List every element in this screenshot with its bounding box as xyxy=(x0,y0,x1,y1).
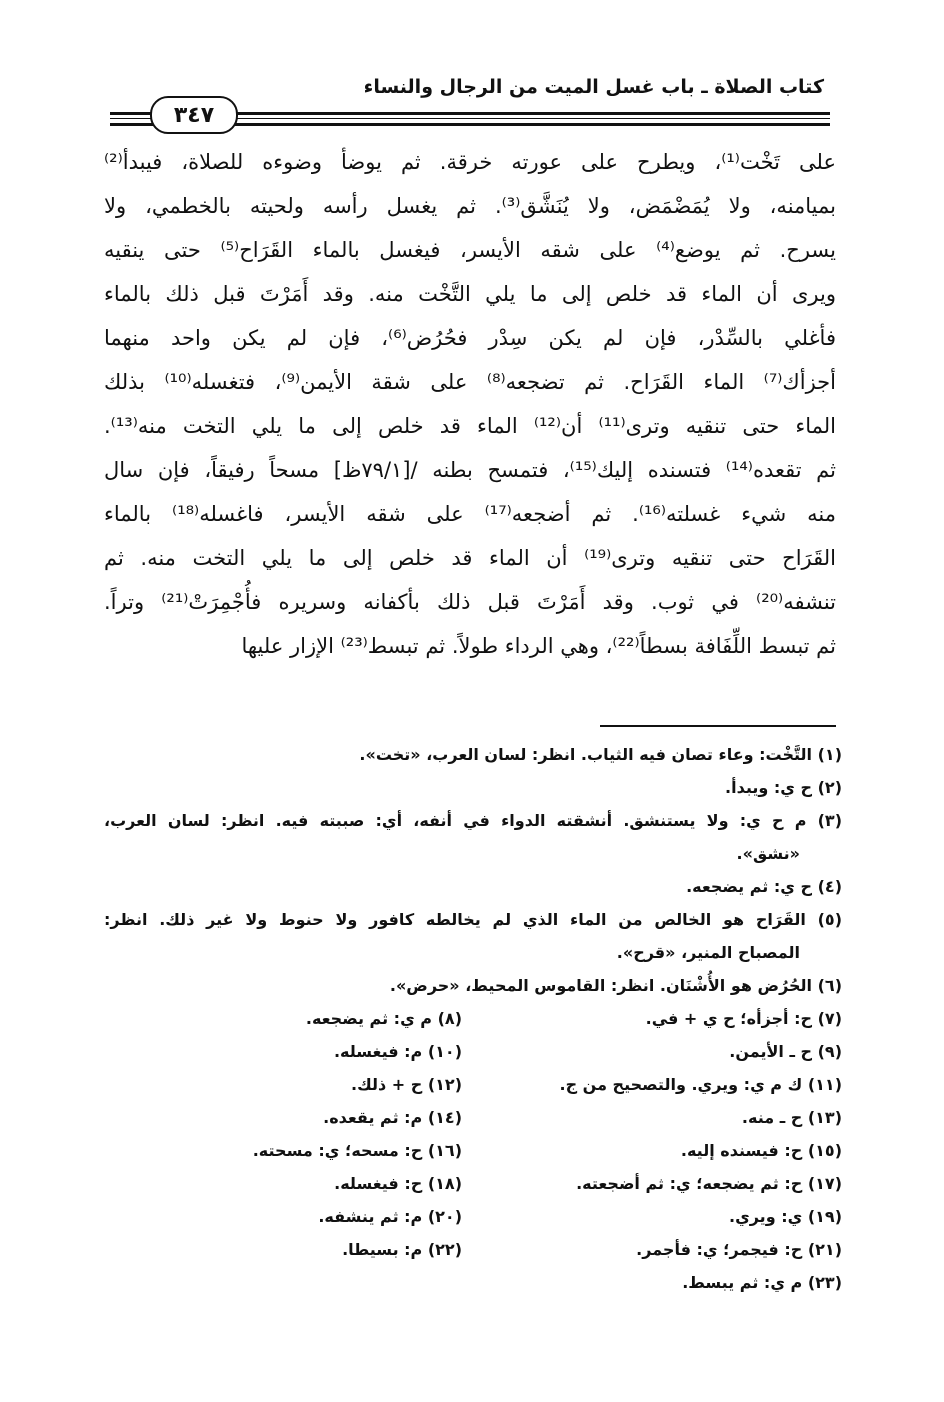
text-line: على تَخْت⁽¹⁾، ويطرح على عورته خرقة. ثم يوضأ وضوءه للصلاة، فيبدأ⁽²⁾ xyxy=(104,150,836,174)
footnote-12: (١٢) ح + ذلك. xyxy=(351,1075,462,1094)
footnote-row xyxy=(104,1101,842,1134)
footnote-18: (١٨) ح: فيغسله. xyxy=(334,1174,462,1193)
footnote-separator xyxy=(600,725,836,727)
text-line: يسرح. ثم يوضع⁽⁴⁾ على شقه الأيسر، فيغسل بالماء القَرَاح⁽⁵⁾ حتى ينقيه xyxy=(104,238,836,262)
footnote-7: (٧) ح: أجزأه؛ ح ي + في. xyxy=(645,1009,842,1028)
footnote-9: (٩) ح ـ الأيمن. xyxy=(729,1042,842,1061)
footnote-5-continued: المصباح المنير، «قرح». xyxy=(616,943,800,962)
footnote-row xyxy=(104,1068,842,1101)
footnote-13: (١٣) ح ـ منه. xyxy=(741,1108,842,1127)
text-line: ثم تقعده⁽¹⁴⁾ فتسنده إليك⁽¹⁵⁾، فتمسح بطنه /[٧٩/١ظ] مسحاً رفيقاً، فإن سال xyxy=(104,458,837,482)
footnotes xyxy=(104,738,842,1299)
footnote-8: (٨) م ي: ثم يضجعه. xyxy=(305,1009,462,1028)
footnote-2: (٢) ح ي: ويبدأ. xyxy=(725,778,842,797)
footnote-row xyxy=(104,1167,842,1200)
footnote-11: (١١) ك م ي: ويري. والتصحيح من ج. xyxy=(559,1075,842,1094)
running-title: كتاب الصلاة ـ باب غسل الميت من الرجال والنساء xyxy=(363,76,824,98)
text-line: القَرَاح حتى تنقيه وترى⁽¹⁹⁾ أن الماء قد خلص إلى ما يلي التخت منه. ثم xyxy=(104,546,837,570)
footnote-17: (١٧) ح: ثم يضجعه؛ ي: ثم أضجعته. xyxy=(576,1174,842,1193)
footnote-4: (٤) ح ي: ثم يضجعه. xyxy=(686,877,842,896)
footnote-16: (١٦) ح: مسحه؛ ي: مسحته. xyxy=(252,1141,462,1160)
text-line: منه شيء غسلته⁽¹⁶⁾. ثم أضجعه⁽¹⁷⁾ على شقه الأيسر، فاغسله⁽¹⁸⁾ بالماء xyxy=(104,502,837,526)
footnote-1: (١) التَّخْت: وعاء تصان فيه الثياب. انظر: لسان العرب، «تخت». xyxy=(359,745,842,764)
footnote-row xyxy=(104,1200,842,1233)
text-line: ثم تبسط اللِّفَافة بسطاً⁽²²⁾، وهي الرداء طولاً. ثم تبسط⁽²³⁾ الإزار عليها xyxy=(241,634,836,658)
footnote-row xyxy=(104,1035,842,1068)
text-line: ويرى أن الماء قد خلص إلى ما يلي التَّخْت منه. وقد أَمَرْتَ قبل ذلك بالماء xyxy=(104,282,836,306)
main-text xyxy=(104,140,836,668)
footnote-3-continued: «نشق». xyxy=(736,844,800,863)
footnote-15: (١٥) ح: فيسنده إليه. xyxy=(680,1141,842,1160)
footnote-row xyxy=(104,1002,842,1035)
footnote-19: (١٩) ي: ويري. xyxy=(728,1207,842,1226)
footnote-row xyxy=(104,1233,842,1266)
text-line: الماء حتى تنقيه وترى⁽¹¹⁾ أن⁽¹²⁾ الماء قد خلص إلى ما يلي التخت منه⁽¹³⁾. xyxy=(104,414,836,438)
footnote-10: (١٠) م: فيغسله. xyxy=(333,1042,462,1061)
footnote-20: (٢٠) م: ثم ينشفه. xyxy=(318,1207,462,1226)
footnote-row xyxy=(104,1134,842,1167)
page-number: ٣٤٧ xyxy=(150,96,238,134)
footnote-5: (٥) القَرَاح هو الخالص من الماء الذي لم يخالطه كافور ولا حنوط ولا غير ذلك. انظر: xyxy=(104,910,842,929)
footnote-23: (٢٣) م ي: ثم يبسط. xyxy=(682,1273,842,1292)
text-line: بميامنه، ولا يُمَضْمَض، ولا يُنَشَّق⁽³⁾. ثم يغسل رأسه ولحيته بالخطمي، ولا xyxy=(104,194,836,218)
footnote-3: (٣) م ح ي: ولا يستنشق. أنشقته الدواء في أنفه، أي: صببته فيه. انظر: لسان العرب، xyxy=(104,811,842,830)
text-line: فأغلي بالسِّدْر، فإن لم يكن سِدْر فحُرُض⁽⁶⁾، فإن لم يكن واحد منهما xyxy=(104,326,836,350)
footnote-14: (١٤) م: ثم يقعده. xyxy=(323,1108,462,1127)
footnote-6: (٦) الحُرُض هو الأُشْنَان. انظر: القاموس المحيط، «حرض». xyxy=(389,976,842,995)
footnote-21: (٢١) ح: فيجمر؛ ي: فأجمر. xyxy=(636,1240,842,1259)
text-line: تنشفه⁽²⁰⁾ في ثوب. وقد أَمَرْتَ قبل ذلك بأكفانه وسريره فأُجْمِرَتْ⁽²¹⁾ وتراً. xyxy=(104,590,837,614)
footnote-22: (٢٢) م: بسيطا. xyxy=(342,1240,462,1259)
text-line: أجزأك⁽⁷⁾ الماء القَرَاح. ثم تضجعه⁽⁸⁾ على شقة الأيمن⁽⁹⁾، فتغسله⁽¹⁰⁾ بذلك xyxy=(104,370,836,394)
